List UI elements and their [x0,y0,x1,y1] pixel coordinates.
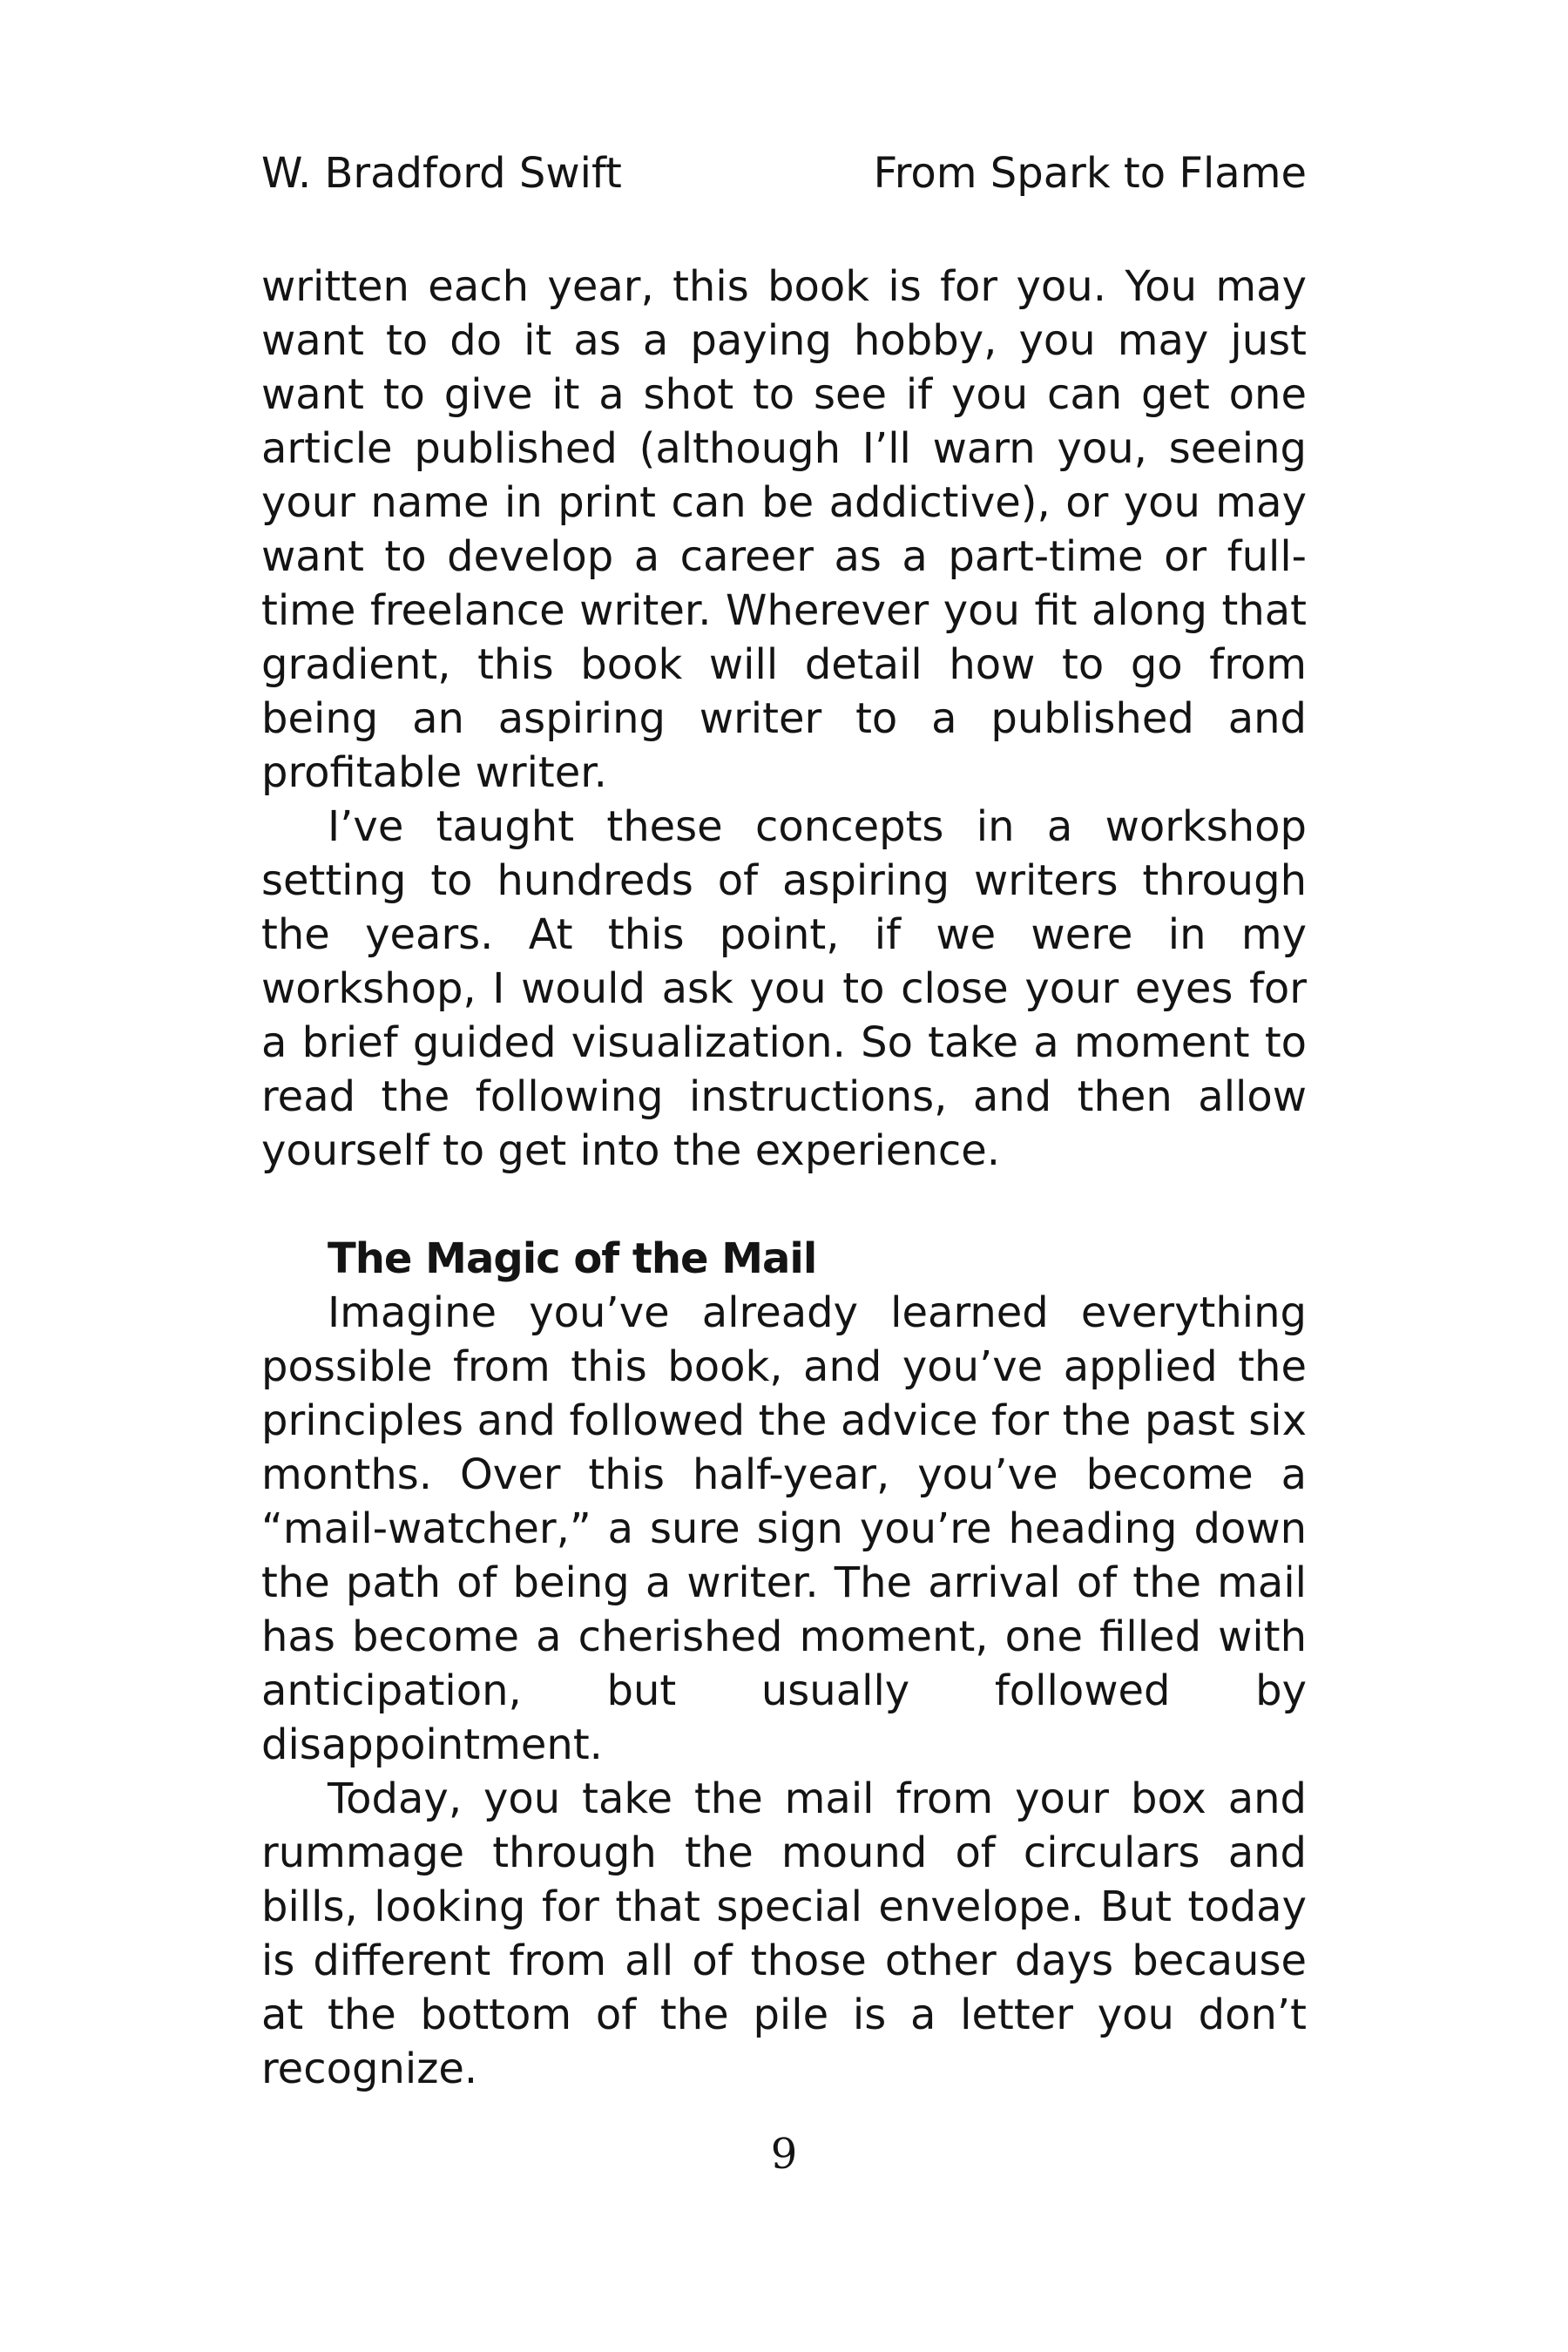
body-paragraph: I’ve taught these concepts in a workshop setting to hundreds of aspiring writers through the years. At this point, if we were in my workshop, I would ask you to close your eyes for a brief guided visualization. So take a moment to read the following instructions, and then allow yourself to get into the experience. [261,802,1307,1175]
page-number: 9 [770,2130,798,2179]
header-book-title: From Spark to Flame [873,149,1307,198]
section-heading: The Magic of the Mail [328,1234,817,1283]
body-paragraph: written each year, this book is for you. You may want to do it as a paying hobby, you may just want to give it a shot to see if you can get one article published (although I’ll warn you, seeing your name in print can be addictive), or you may want to develop a career as a part-time or full-time freelance writer. Wherever you fit along that gradient, this book will detail how to go from being an aspiring writer to a published and profitable writer. [261,262,1307,797]
body-paragraph: Imagine you’ve already learned everything possible from this book, and you’ve applied the principles and followed the advice for the past six months. Over this half-year, you’ve become a “mail-watcher,” a sure sign you’re heading down the path of being a writer. The arrival of the mail has become a cherished moment, one filled with anticipation, but usually followed by disappointment. [261,1288,1307,1769]
body-paragraph: Today, you take the mail from your box and rummage through the mound of circulars and bills, looking for that special envelope. But today is different from all of those other days because at the bottom of the pile is a letter you don’t recognize. [261,1774,1307,2093]
book-page [261,0,1307,2352]
header-author: W. Bradford Swift [261,149,622,198]
running-header [261,143,1307,204]
page-body [261,260,1307,2096]
